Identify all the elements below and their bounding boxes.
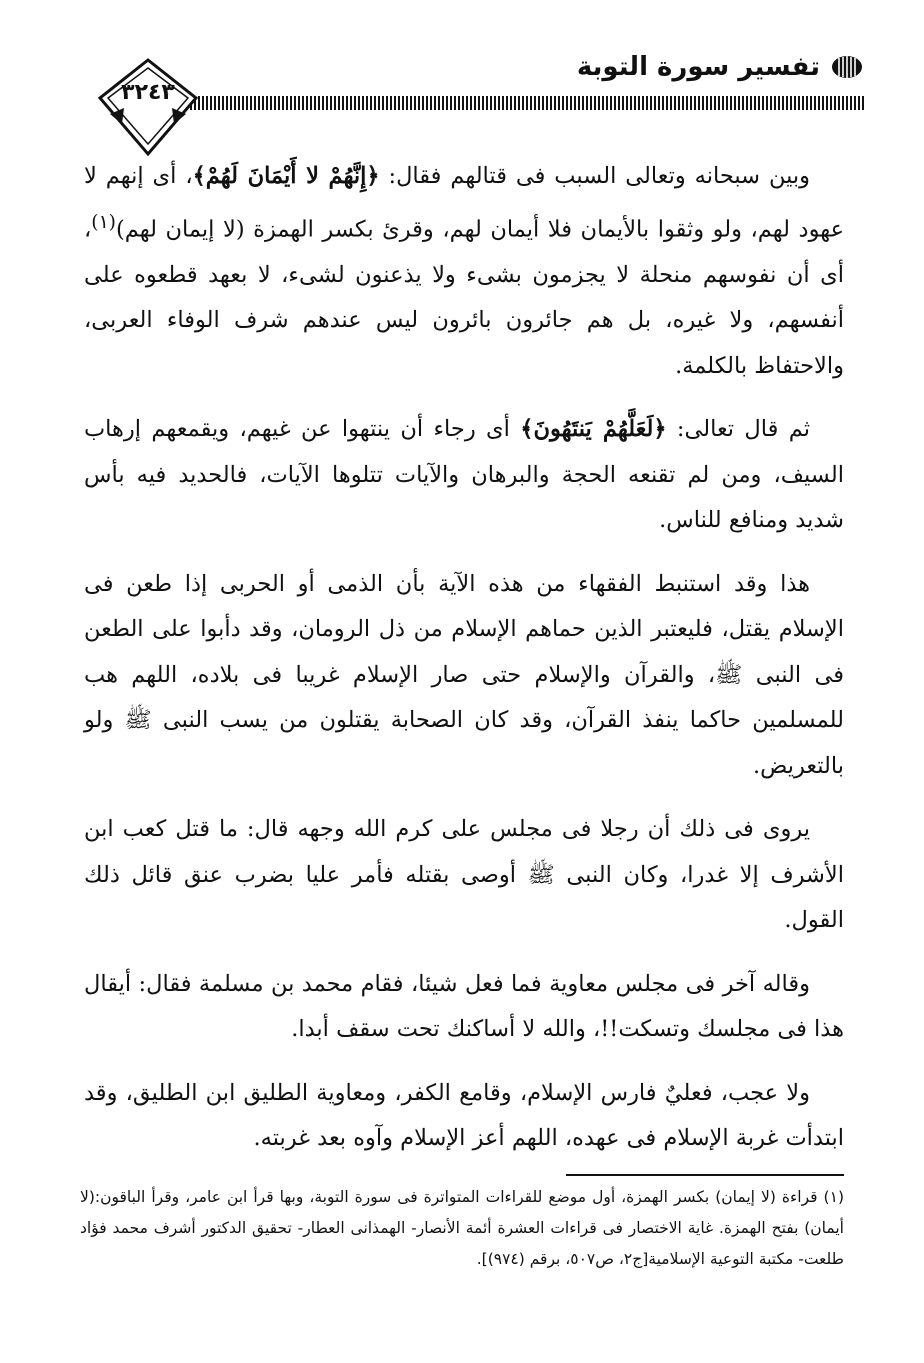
quran-verse: ﴿إِنَّهُمْ لا أَيْمَانَ لَهُمْ﴾ bbox=[192, 163, 380, 189]
page-header bbox=[0, 0, 924, 150]
text-run: وبين سبحانه وتعالى السبب فى قتالهم فقال: bbox=[379, 163, 810, 189]
header-rule bbox=[178, 96, 864, 110]
text-run: ، أى إنهم لا عهود لهم، ولو وثقوا بالأيمان فلا أيمان لهم، وقرئ بكسر الهمزة (لا إيمان لهم) bbox=[84, 163, 844, 242]
paragraph: هذا وقد استنبط الفقهاء من هذه الآية بأن الذمى أو الحربى إذا طعن فى الإسلام يقتل، فليعتبر الذين حماهم الإسلام من ذل الرومان، وقد دأبوا على الطعن فى النبى ﷺ، والقرآن والإسلام حتى صار الإسلام غريبا فى بلاده، اللهم هب للمسلمين حاكما ينفذ القرآن، وقد كان الصحابة يقتلون من يسب النبى ﷺ ولو بالتعريض. bbox=[84, 570, 844, 779]
footnote-separator bbox=[566, 1174, 844, 1176]
paragraph bbox=[84, 154, 844, 389]
paragraph: يروى فى ذلك أن رجلا فى مجلس على كرم الله وجهه قال: ما قتل كعب ابن الأشرف إلا غدرا، وكان النبى ﷺ أوصى بقتله فأمر عليا بضرب عنق قائل ذلك القول. bbox=[84, 816, 844, 933]
page-number: ٣٢٤٣ bbox=[121, 80, 175, 105]
main-text bbox=[84, 154, 844, 1180]
footnote-marker[interactable]: (١) bbox=[91, 211, 116, 233]
quran-verse: ﴿لَعَلَّهُمْ يَنتَهُونَ﴾ bbox=[520, 416, 667, 442]
bullet-ornament-icon bbox=[830, 54, 864, 80]
paragraph: ولا عجب، فعليٌ فارس الإسلام، وقامع الكفر، ومعاوية الطليق ابن الطليق، وقد ابتدأت غربة الإسلام فى عهده، اللهم أعز الإسلام وآوه بعد غربته. bbox=[84, 1079, 844, 1151]
footnote: (١) قراءة (لا إيمان) بكسر الهمزة، أول موضع للقراءات المتواترة فى سورة التوبة، وبها قرأ ابن عامر، وقرأ الباقون:(لا أيمان) بفتح الهمزة. غاية الاختصار فى قراءات العشرة أئمة الأنصار- الهمذانى العطار- تحقيق الدكتور أشرف محمد فؤاد طلعت- مكتبة التوعية الإسلامية[ج٢، ص٥٠٧، برقم (٩٧٤)]. bbox=[80, 1188, 844, 1268]
page-number-badge-icon bbox=[96, 58, 200, 158]
text-run: ، أى أن نفوسهم منحلة لا يجزمون بشىء ولا يذعنون لشىء، لا بعهد قطعوه على أنفسهم، ولا غيره، بل هم جائرون بائرون ليس عندهم شرف الوفاء العربى، والاحتفاظ بالكلمة. bbox=[84, 216, 844, 379]
running-title: تفسير سورة التوبة bbox=[576, 52, 820, 82]
paragraph bbox=[84, 407, 844, 544]
footnotes bbox=[80, 1182, 844, 1275]
paragraph: وقاله آخر فى مجلس معاوية فما فعل شيئا، فقام محمد بن مسلمة فقال: أيقال هذا فى مجلسك وتسكت!!، والله لا أساكنك تحت سقف أبدا. bbox=[84, 970, 844, 1042]
text-run: ثم قال تعالى: bbox=[666, 416, 810, 442]
text-run: أى رجاء أن ينتهوا عن غيهم، ويقمعهم إرهاب السيف، ومن لم تقنعه الحجة والبرهان والآيات تتلوها الآيات، فالحديد فيه بأس شديد ومنافع للناس. bbox=[84, 416, 844, 533]
